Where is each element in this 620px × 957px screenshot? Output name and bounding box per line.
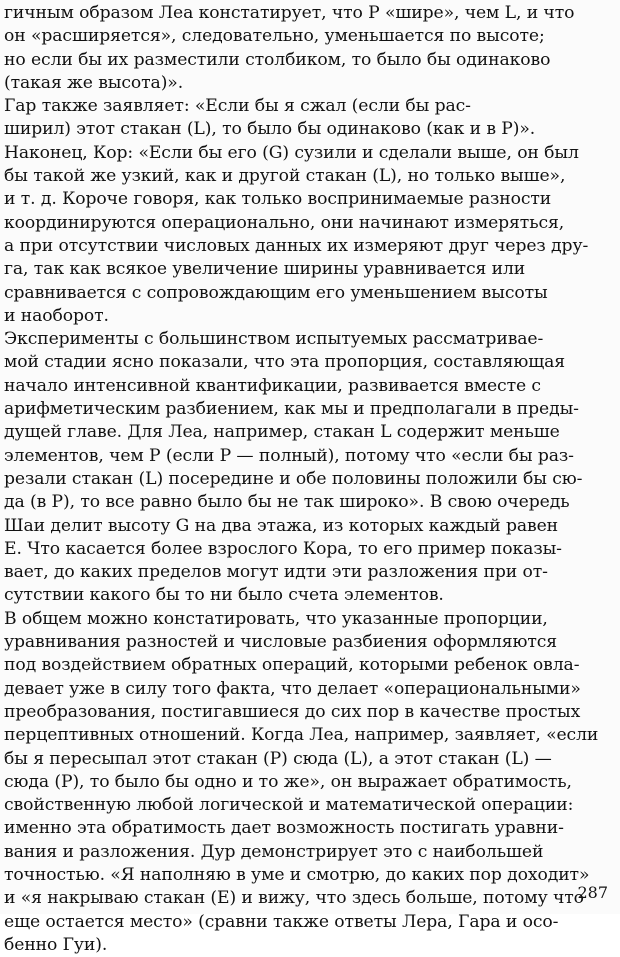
text-line: Гар также заявляет: «Если бы я сжал (если бы рас-: [4, 96, 471, 117]
text-line: а при отсутствии числовых данных их измеряют друг через дру-: [4, 235, 589, 256]
text-line: сравнивается с сопровождающим его уменьшением высоты: [4, 282, 548, 303]
text-line: и наоборот.: [4, 305, 109, 326]
text-line: сюда (P), то было бы одно и то же», он выражает обратимость,: [4, 771, 572, 792]
text-line: элементов, чем P (если P — полный), потому что «если бы раз-: [4, 445, 574, 466]
text-line: бы я пересыпал этот стакан (P) сюда (L), а этот стакан (L) —: [4, 748, 552, 769]
text-line: Наконец, Кор: «Если бы его (G) сузили и сделали выше, он был: [4, 142, 579, 163]
text-line: гичным образом Леа констатирует, что P «шире», чем L, и что: [4, 3, 575, 23]
text-line: девает уже в силу того факта, что делает «операциональными»: [4, 678, 581, 699]
body-text: [4, 2, 610, 957]
text-line: дущей главе. Для Леа, например, стакан L содержит меньше: [4, 422, 560, 443]
text-line: преобразования, постигавшиеся до сих пор в качестве простых: [4, 701, 581, 722]
text-line: именно эта обратимость дает возможность постигать уравни-: [4, 818, 564, 839]
text-line: E. Что касается более взрослого Кора, то его пример показы-: [4, 538, 562, 559]
text-line: вания и разложения. Дур демонстрирует это с наибольшей: [4, 841, 544, 862]
text-line: В общем можно констатировать, что указанные пропорции,: [4, 608, 548, 629]
text-line: еще остается место» (сравни также ответы Лера, Гара и осо-: [4, 911, 559, 932]
text-line: га, так как всякое увеличение ширины уравнивается или: [4, 259, 526, 280]
text-line: (такая же высота)».: [4, 72, 184, 93]
text-line: точностью. «Я наполняю в уме и смотрю, до каких пор доходит»: [4, 864, 590, 885]
text-line: арифметическим разбиением, как мы и предполагали в преды-: [4, 399, 579, 420]
text-line: сутствии какого бы то ни было счета элементов.: [4, 585, 444, 606]
text-line: свойственную любой логической и математической операции:: [4, 795, 574, 816]
text-line: координируются операционально, они начинают измеряться,: [4, 212, 565, 233]
text-line: под воздействием обратных операций, которыми ребенок овла-: [4, 655, 580, 676]
text-line: но если бы их разместили столбиком, то было бы одинаково: [4, 49, 551, 70]
page-number: 287: [577, 883, 608, 902]
text-line: он «расширяется», следовательно, уменьшается по высоте;: [4, 26, 545, 47]
text-line: Шаи делит высоту G на два этажа, из которых каждый равен: [4, 515, 559, 536]
text-line: мой стадии ясно показали, что эта пропорция, составляющая: [4, 352, 565, 373]
text-line: да (в P), то все равно было бы не так широко». В свою очередь: [4, 492, 570, 513]
text-line: и т. д. Короче говоря, как только воспринимаемые разности: [4, 189, 552, 210]
text-line: бы такой же узкий, как и другой стакан (L), но только выше»,: [4, 166, 566, 187]
text-line: Эксперименты с большинством испытуемых рассматривае-: [4, 329, 544, 350]
text-line: бенно Гуи).: [4, 934, 108, 955]
text-line: уравнивания разностей и числовые разбиения оформляются: [4, 632, 558, 653]
text-line: ширил) этот стакан (L), то было бы одинаково (как и в P)».: [4, 119, 536, 140]
text-line: начало интенсивной квантификации, развивается вместе с: [4, 375, 541, 396]
text-line: резали стакан (L) посередине и обе половины положили бы сю-: [4, 468, 583, 489]
text-line: перцептивных отношений. Когда Леа, например, заявляет, «если: [4, 725, 599, 746]
text-line: вает, до каких пределов могут идти эти разложения при от-: [4, 562, 548, 583]
text-line: и «я накрываю стакан (E) и вижу, что здесь больше, потому что: [4, 888, 584, 909]
